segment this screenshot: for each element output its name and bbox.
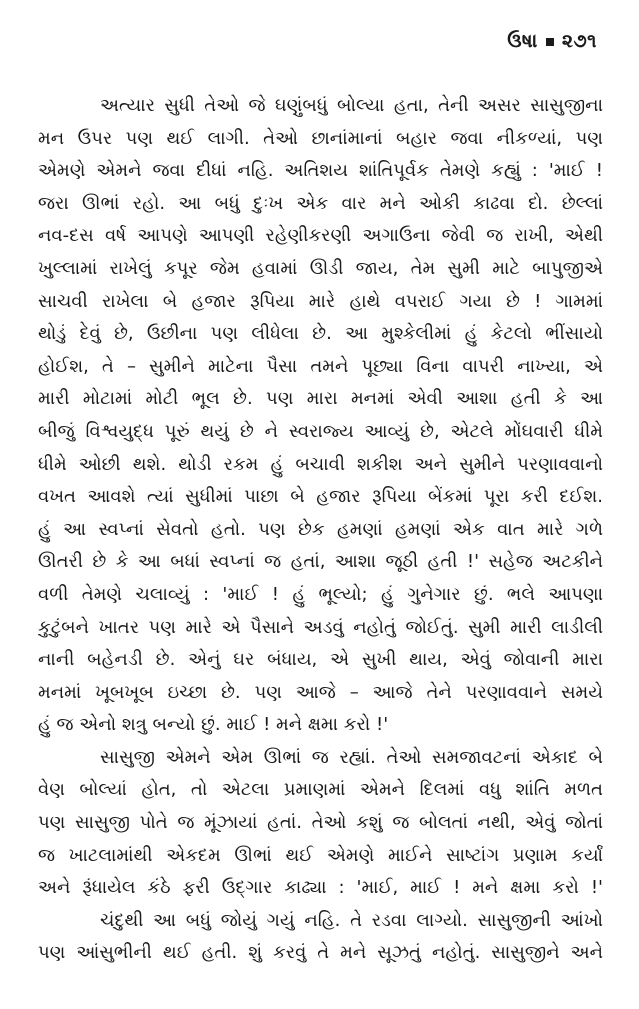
text-line: ઊતરી છે કે આ બધાં સ્વપ્નાં જ હતાં, આશા જૂઠી હતી !' સહેજ અટકીને xyxy=(38,551,603,573)
section-title: ઉષા xyxy=(507,30,538,52)
text-line: મનમાં ખૂબખૂબ ઇચ્છા છે. પણ આજે – આજે તેને પરણાવવાને સમયે xyxy=(38,681,603,703)
text-line: નવ-દસ વર્ષ આપણે આપણી રહેણીકરણી અગાઉના જેવી જ રાખી, એથી xyxy=(38,225,603,247)
text-line: મન ઉપર પણ થઈ લાગી. તેઓ છાનાંમાનાં બહાર જવા નીકળ્યાં, પણ xyxy=(38,127,603,149)
text-line: પણ સાસુજી પોતે જ મૂંઝાયાં હતાં. તેઓ કશું જ બોલતાં નથી, એવું જોતાં xyxy=(38,812,603,834)
text-line: વખત આવશે ત્યાં સુધીમાં પાછા બે હજાર રૂપિયા બેંકમાં પૂરા કરી દઈશ. xyxy=(38,486,603,508)
text-line: વેણ બોલ્યાં હોત, તો એટલા પ્રમાણમાં એમને દિલમાં વધુ શાંતિ મળત xyxy=(38,779,603,801)
text-line: થોડું દેવું છે, ઉછીના પણ લીધેલા છે. આ મુશ્કેલીમાં હું કેટલો ભીંસાયો xyxy=(38,323,603,345)
text-line: વળી તેમણે ચલાવ્યું : 'માઈ ! હું ભૂલ્યો; હું ગુનેગાર છું. ભલે આપણા xyxy=(38,583,603,605)
text-line: મારી મોટામાં મોટી ભૂલ છે. પણ મારા મનમાં એવી આશા હતી કે આ xyxy=(38,388,603,410)
text-line: અને રૂંધાયેલ કંઠે ફરી ઉદ્ગાર કાઢ્યા : 'માઈ, માઈ ! મને ક્ષમા કરો !' xyxy=(38,877,603,899)
body-text xyxy=(38,90,603,970)
text-line: જરા ઊભાં રહો. આ બધું દુઃખ એક વાર મને ઓકી કાઢવા દો. છેલ્લાં xyxy=(38,192,603,214)
page-number: ૨૭૧ xyxy=(561,30,597,52)
text-line: જ ખાટલામાંથી એકદમ ઊભાં થઈ એમણે માઈને સાષ્ટાંગ પ્રણામ કર્યાં xyxy=(38,844,603,866)
text-line: હોઈશ, તે – સુમીને માટેના પૈસા તમને પૂછ્યા વિના વાપરી નાખ્યા, એ xyxy=(38,355,603,377)
text-line: કુટુંબને ખાતર પણ મારે એ પૈસાને અડવું નહોતું જોઈતું. સુમી મારી લાડીલી xyxy=(38,616,603,638)
text-line: ખુલ્લામાં રાખેલું કપૂર જેમ હવામાં ઊડી જાય, તેમ સુમી માટે બાપુજીએ xyxy=(38,257,603,279)
separator-square-icon xyxy=(546,38,554,46)
text-line: પણ આંસુભીની થઈ હતી. શું કરવું તે મને સૂઝતું નહોતું. સાસુજીને અને xyxy=(38,942,603,964)
text-line: એમણે એમને જવા દીધાં નહિ. અતિશય શાંતિપૂર્વક તેમણે કહ્યું : 'માઈ ! xyxy=(38,160,603,182)
text-line: સાચવી રાખેલા બે હજાર રૂપિયા મારે હાથે વપરાઈ ગયા છે ! ગામમાં xyxy=(38,290,603,312)
text-line: ધીમે ઓછી થશે. થોડી રકમ હું બચાવી શકીશ અને સુમીને પરણાવવાનો xyxy=(38,453,603,475)
text-line: અત્યાર સુધી તેઓ જે ઘણુંબધું બોલ્યા હતા, તેની અસર સાસુજીના xyxy=(100,95,603,116)
text-line: નાની બહેનડી છે. એનું ઘર બંધાય, એ સુખી થાય, એવું જોવાની મારા xyxy=(38,649,603,671)
text-line: ચંદુથી આ બધું જોયું ગયું નહિ. તે રડવા લાગ્યો. સાસુજીની આંખો xyxy=(100,909,603,931)
running-head xyxy=(507,30,597,52)
text-line: બીજું વિશ્વયુદ્ધ પૂરું થયું છે ને સ્વરાજ્ય આવ્યું છે, એટલે મોંઘવારી ધીમે xyxy=(38,420,603,442)
text-line: સાસુજી એમને એમ ઊભાં જ રહ્યાં. તેઓ સમજાવટનાં એકાદ બે xyxy=(100,746,603,768)
text-line: હું જ એનો શત્રુ બન્યો છું. માઈ ! મને ક્ષમા કરો !' xyxy=(38,714,389,736)
text-line: હું આ સ્વપ્નાં સેવતો હતો. પણ છેક હમણાં હમણાં એક વાત મારે ગળે xyxy=(38,518,603,540)
